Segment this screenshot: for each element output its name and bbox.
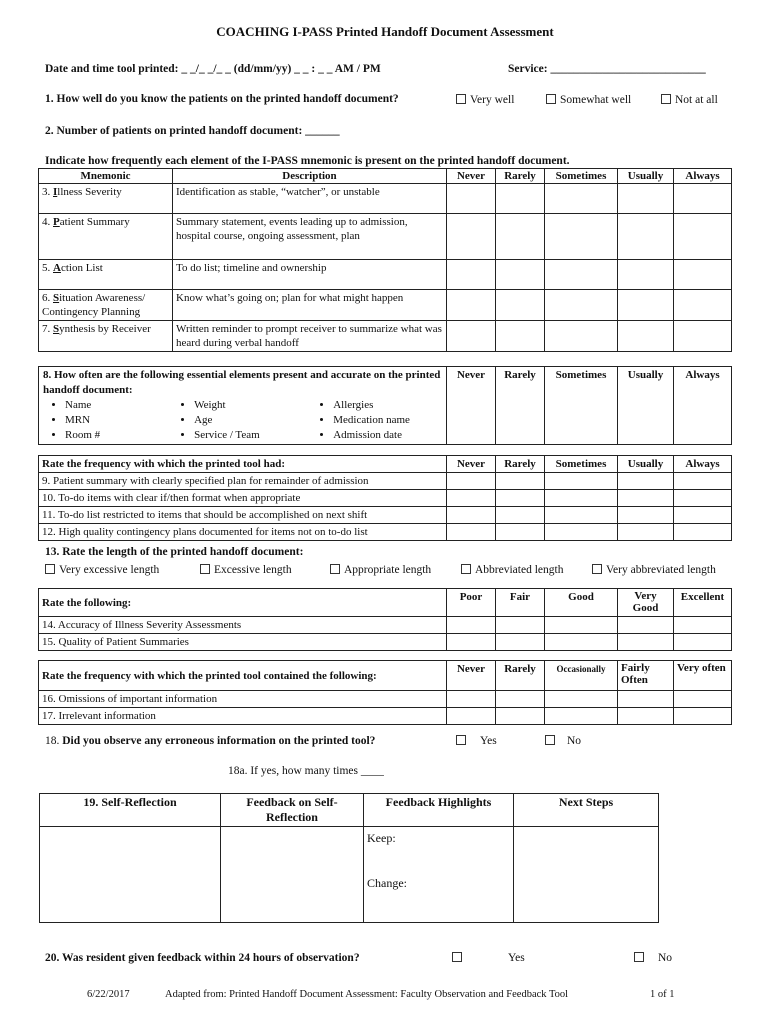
list-item: • Name (65, 398, 172, 413)
col-feedback-on-self-reflection: Feedback on Self-Reflection (221, 794, 364, 827)
col-usually: Usually (618, 169, 674, 184)
item-label: 17. Irrelevant information (39, 708, 447, 725)
q8-list-2 (172, 398, 311, 443)
item-label: 16. Omissions of important information (39, 691, 447, 708)
service-line: Service: ___________________________ (508, 63, 706, 75)
rating-cell[interactable] (545, 490, 618, 507)
item-label: 14. Accuracy of Illness Severity Assessments (39, 617, 447, 634)
col-fair: Fair (496, 589, 545, 617)
rating-cell[interactable] (618, 524, 674, 541)
q13-text: 13. Rate the length of the printed handoff document: (45, 546, 304, 558)
q18-no-option[interactable]: No (545, 735, 581, 747)
col-feedback-highlights: Feedback Highlights (364, 794, 514, 827)
ipass-intro: Indicate how frequently each element of the I-PASS mnemonic is present on the printed handoff document. (45, 155, 570, 167)
mnemonic-cell: 7. Synthesis by Receiver (39, 321, 173, 352)
list-item: • MRN (65, 413, 172, 428)
rating-cell[interactable] (447, 260, 496, 290)
self-reflection-field[interactable] (40, 827, 221, 923)
rating-cell[interactable] (447, 708, 496, 725)
rating-cell[interactable] (496, 290, 545, 321)
table-row (39, 634, 732, 651)
checkbox-icon[interactable] (452, 952, 462, 962)
table-row (39, 691, 732, 708)
rating-cell[interactable] (545, 290, 618, 321)
page-title: COACHING I-PASS Printed Handoff Document Assessment (216, 24, 554, 39)
rating-cell[interactable] (545, 617, 618, 634)
q13-option[interactable]: Excessive length (200, 564, 292, 576)
rating-cell[interactable] (545, 321, 618, 352)
col-good: Good (545, 589, 618, 617)
col-always: Always (674, 456, 732, 473)
rating-cell[interactable] (674, 507, 732, 524)
table-row (39, 260, 732, 290)
list-item: • Medication name (333, 413, 442, 428)
q20-text: 20. Was resident given feedback within 24 hours of observation? (45, 952, 360, 964)
q1-option-very-well[interactable]: Very well (456, 94, 514, 106)
rating-cell[interactable] (674, 260, 732, 290)
table-row (39, 507, 732, 524)
col-always[interactable]: Always (674, 367, 732, 445)
date-time-line: Date and time tool printed: _ _/_ _/_ _ (dd/mm/yy) _ _ : _ _ AM / PM (45, 63, 381, 75)
q13-option[interactable]: Abbreviated length (461, 564, 563, 576)
q13-option[interactable]: Appropriate length (330, 564, 431, 576)
col-rarely: Rarely (496, 169, 545, 184)
table-row (39, 321, 732, 352)
col-very-often: Very often (674, 661, 732, 691)
col-never: Never (447, 661, 496, 691)
checkbox-icon[interactable] (45, 564, 55, 574)
ipass-table (38, 168, 732, 352)
rating-cell[interactable] (674, 708, 732, 725)
rating-cell[interactable] (496, 617, 545, 634)
rating-cell[interactable] (496, 260, 545, 290)
checkbox-icon[interactable] (330, 564, 340, 574)
col-usually[interactable]: Usually (618, 367, 674, 445)
rating-cell[interactable] (674, 490, 732, 507)
col-sometimes: Sometimes (545, 169, 618, 184)
rating-cell[interactable] (447, 473, 496, 490)
description-cell: Summary statement, events leading up to admission, hospital course, ongoing assessment, plan (173, 214, 447, 260)
rating-cell[interactable] (447, 214, 496, 260)
keep-label: Keep: (367, 831, 396, 845)
rating-cell[interactable] (618, 634, 674, 651)
quality-table-header: Rate the following: (39, 589, 447, 617)
col-rarely[interactable]: Rarely (496, 367, 545, 445)
checkbox-icon[interactable] (546, 94, 556, 104)
list-item: • Age (194, 413, 311, 428)
checkbox-icon[interactable] (545, 735, 555, 745)
checkbox-icon[interactable] (661, 94, 671, 104)
quality-table (38, 588, 732, 651)
rating-cell[interactable] (545, 691, 618, 708)
rating-cell[interactable] (618, 184, 674, 214)
content-table (38, 660, 732, 725)
rating-cell[interactable] (447, 691, 496, 708)
q13-option[interactable]: Very abbreviated length (592, 564, 716, 576)
col-rarely: Rarely (496, 456, 545, 473)
col-fairly-often: Fairly Often (618, 661, 674, 691)
col-poor: Poor (447, 589, 496, 617)
rating-cell[interactable] (674, 184, 732, 214)
reflection-table (39, 793, 659, 923)
footer-date: 6/22/2017 (87, 989, 130, 1000)
feedback-on-reflection-field[interactable] (221, 827, 364, 923)
rating-cell[interactable] (496, 490, 545, 507)
rating-cell[interactable] (618, 617, 674, 634)
rating-cell[interactable] (496, 321, 545, 352)
next-steps-field[interactable] (514, 827, 659, 923)
mnemonic-cell: 4. Patient Summary (39, 214, 173, 260)
rating-cell[interactable] (618, 708, 674, 725)
q1-option-not-at-all[interactable]: Not at all (661, 94, 718, 106)
table-row (39, 490, 732, 507)
content-table-header: Rate the frequency with which the printed tool contained the following: (39, 661, 447, 691)
rating-cell[interactable] (674, 473, 732, 490)
col-self-reflection: 19. Self-Reflection (40, 794, 221, 827)
item-label: 12. High quality contingency plans documented for items not on to-do list (39, 524, 447, 541)
col-always: Always (674, 169, 732, 184)
mnemonic-cell: 6. Situation Awareness/ Contingency Planning (39, 290, 173, 321)
q8-text: 8. How often are the following essential elements present and accurate on the printed handoff document: (43, 369, 441, 396)
rating-cell[interactable] (674, 691, 732, 708)
q20-no-option[interactable]: No (634, 952, 672, 964)
rating-cell[interactable] (545, 260, 618, 290)
rating-cell[interactable] (618, 490, 674, 507)
rating-cell[interactable] (618, 321, 674, 352)
mnemonic-cell: 5. Action List (39, 260, 173, 290)
item-label: 9. Patient summary with clearly specified plan for remainder of admission (39, 473, 447, 490)
checkbox-icon[interactable] (456, 735, 466, 745)
rating-cell[interactable] (618, 214, 674, 260)
col-mnemonic: Mnemonic (39, 169, 173, 184)
list-item: • Service / Team (194, 428, 311, 443)
rating-cell[interactable] (674, 524, 732, 541)
rating-cell[interactable] (545, 473, 618, 490)
table-row (39, 184, 732, 214)
rating-cell[interactable] (545, 184, 618, 214)
table-row (39, 290, 732, 321)
rating-cell[interactable] (618, 260, 674, 290)
checkbox-icon[interactable] (592, 564, 602, 574)
q20-yes-option[interactable]: Yes (452, 952, 525, 964)
mnemonic-cell: 3. Illness Severity (39, 184, 173, 214)
rating-cell[interactable] (496, 524, 545, 541)
rating-cell[interactable] (618, 691, 674, 708)
rating-cell[interactable] (447, 524, 496, 541)
rating-cell[interactable] (496, 507, 545, 524)
rating-cell[interactable] (496, 691, 545, 708)
q1-option-somewhat-well[interactable]: Somewhat well (546, 94, 631, 106)
col-never: Never (447, 456, 496, 473)
rating-cell[interactable] (496, 473, 545, 490)
q13-option[interactable]: Very excessive length (45, 564, 159, 576)
rating-cell[interactable] (674, 214, 732, 260)
col-sometimes: Sometimes (545, 456, 618, 473)
item-label: 11. To-do list restricted to items that should be accomplished on next shift (39, 507, 447, 524)
col-sometimes[interactable]: Sometimes (545, 367, 618, 445)
rating-cell[interactable] (496, 184, 545, 214)
description-cell: To do list; timeline and ownership (173, 260, 447, 290)
table-row (39, 708, 732, 725)
rating-cell[interactable] (447, 490, 496, 507)
rating-cell[interactable] (545, 708, 618, 725)
rating-cell[interactable] (674, 321, 732, 352)
rating-cell[interactable] (618, 290, 674, 321)
frequency-table-header: Rate the frequency with which the printed tool had: (39, 456, 447, 473)
checkbox-icon[interactable] (461, 564, 471, 574)
q2-text: 2. Number of patients on printed handoff document: ______ (45, 125, 340, 137)
checkbox-icon[interactable] (200, 564, 210, 574)
list-item: • Allergies (333, 398, 442, 413)
rating-cell[interactable] (545, 634, 618, 651)
description-cell: Identification as stable, “watcher”, or unstable (173, 184, 447, 214)
list-item: • Admission date (333, 428, 442, 443)
col-never[interactable]: Never (447, 367, 496, 445)
q18a-text: 18a. If yes, how many times ____ (228, 765, 384, 777)
item-label: 15. Quality of Patient Summaries (39, 634, 447, 651)
col-next-steps: Next Steps (514, 794, 659, 827)
col-description: Description (173, 169, 447, 184)
checkbox-icon[interactable] (456, 94, 466, 104)
rating-cell[interactable] (496, 214, 545, 260)
rating-cell[interactable] (447, 321, 496, 352)
frequency-table (38, 455, 732, 541)
q8-question-cell (39, 367, 447, 445)
rating-cell[interactable] (447, 507, 496, 524)
rating-cell[interactable] (496, 634, 545, 651)
item-label: 10. To-do items with clear if/then format when appropriate (39, 490, 447, 507)
footer-page: 1 of 1 (650, 989, 675, 1000)
rating-cell[interactable] (447, 617, 496, 634)
col-never: Never (447, 169, 496, 184)
list-item: • Room # (65, 428, 172, 443)
rating-cell[interactable] (447, 184, 496, 214)
rating-cell[interactable] (545, 507, 618, 524)
col-usually: Usually (618, 456, 674, 473)
q18-question: 18. Did you observe any erroneous information on the printed tool? (45, 735, 376, 747)
feedback-highlights-field[interactable] (364, 827, 514, 923)
table-row (39, 617, 732, 634)
rating-cell[interactable] (618, 507, 674, 524)
rating-cell[interactable] (447, 634, 496, 651)
change-label: Change: (367, 876, 407, 890)
q18-yes-option[interactable]: Yes (456, 735, 497, 747)
description-cell: Know what’s going on; plan for what might happen (173, 290, 447, 321)
rating-cell[interactable] (618, 473, 674, 490)
col-rarely: Rarely (496, 661, 545, 691)
q8-list-3 (311, 398, 442, 443)
rating-cell[interactable] (496, 708, 545, 725)
q1-text: 1. How well do you know the patients on the printed handoff document? (45, 93, 399, 105)
col-very-good: Very Good (618, 589, 674, 617)
rating-cell[interactable] (674, 290, 732, 321)
rating-cell[interactable] (545, 214, 618, 260)
q8-list-1 (43, 398, 172, 443)
list-item: • Weight (194, 398, 311, 413)
col-excellent: Excellent (674, 589, 732, 617)
checkbox-icon[interactable] (634, 952, 644, 962)
q8-table (38, 366, 732, 445)
description-cell: Written reminder to prompt receiver to summarize what was heard during verbal handoff (173, 321, 447, 352)
rating-cell[interactable] (447, 290, 496, 321)
col-occasionally: Occasionally (545, 661, 618, 691)
table-row (39, 473, 732, 490)
table-row (39, 214, 732, 260)
rating-cell[interactable] (674, 617, 732, 634)
rating-cell[interactable] (674, 634, 732, 651)
table-row (39, 524, 732, 541)
footer-source: Adapted from: Printed Handoff Document Assessment: Faculty Observation and Feedback Tool (165, 989, 569, 1000)
rating-cell[interactable] (545, 524, 618, 541)
